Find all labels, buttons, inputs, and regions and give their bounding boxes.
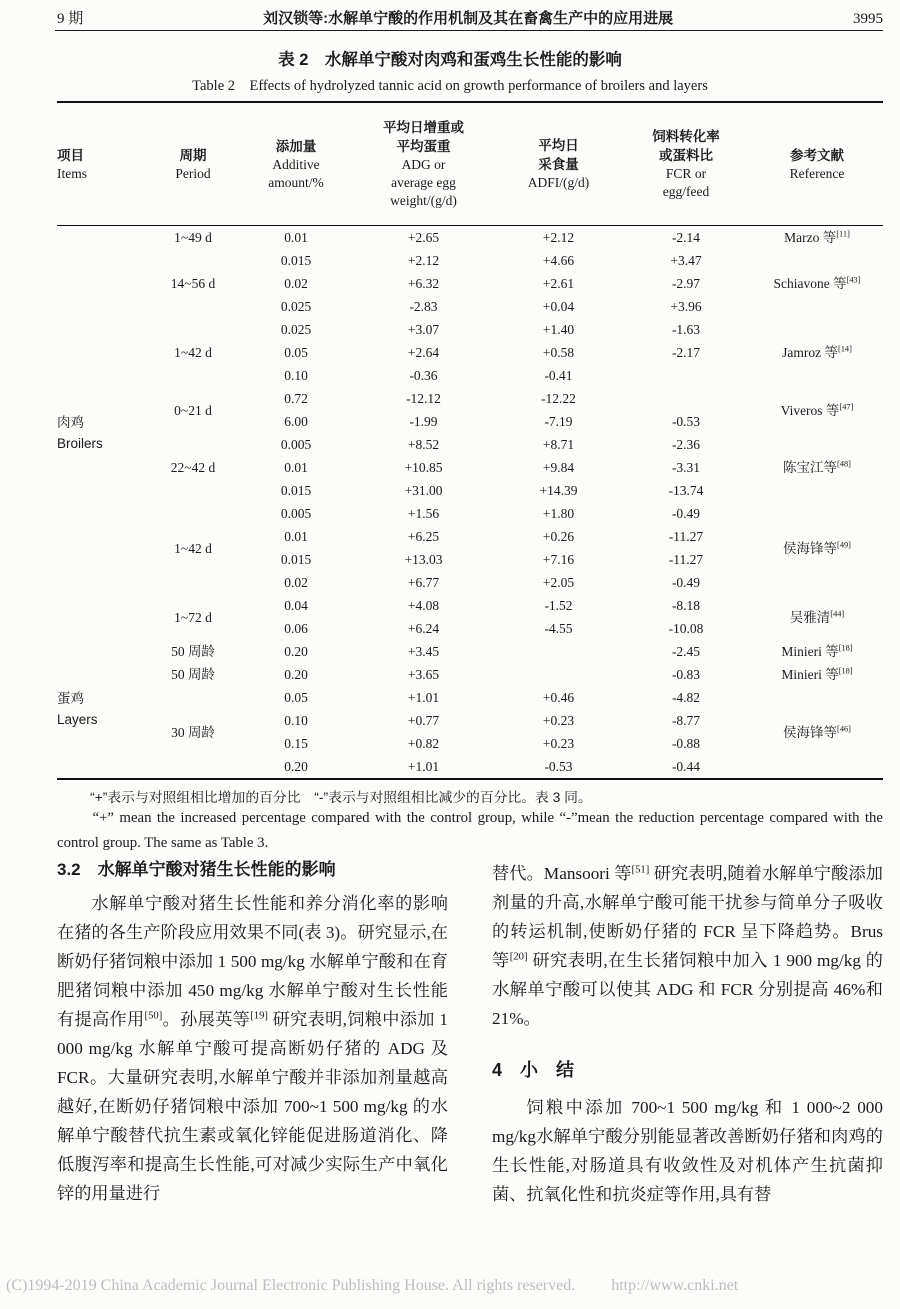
section-3-2-heading: 3.2 水解单宁酸对猪生长性能的影响: [57, 860, 336, 879]
table-row: [57, 364, 883, 387]
adg-cell: +2.64: [407, 345, 440, 360]
reference-cell: Marzo 等[11]: [784, 229, 850, 245]
reference-cell: Jamroz 等[14]: [782, 344, 852, 360]
reference-cell: [751, 433, 883, 456]
period-cell: 1~49 d: [174, 230, 212, 245]
table-row: [57, 456, 883, 479]
period-cell: 1~42 d: [174, 540, 212, 556]
adg-cell: -2.83: [409, 299, 438, 314]
additive-amount-cell: 0.015: [280, 483, 312, 498]
adg-cell: +31.00: [404, 483, 443, 498]
period-cell: 30 周龄: [171, 724, 215, 740]
fcr-cell: -0.83: [671, 667, 701, 682]
reference-cell: [751, 318, 883, 341]
column-header: 平均日 采食量 ADFI/(g/d): [496, 102, 621, 226]
period-cell: 1~72 d: [174, 609, 212, 625]
fcr-cell: -1.63: [671, 322, 701, 337]
adfi-cell: +2.61: [542, 276, 575, 291]
adfi-cell: +0.58: [542, 345, 575, 360]
additive-amount-cell: 0.01: [284, 460, 308, 475]
table-row: [57, 479, 883, 502]
column-header: 添加量 Additive amount/%: [241, 102, 351, 226]
table-row: [57, 433, 883, 456]
table-row: [57, 594, 883, 617]
table-row: [57, 341, 883, 364]
column-header: 项目 Items: [57, 102, 145, 226]
additive-amount-cell: 0.025: [280, 299, 312, 314]
period-cell: 0~21 d: [174, 402, 212, 418]
fcr-cell: -8.18: [671, 598, 701, 613]
additive-amount-cell: 0.15: [284, 736, 308, 751]
fcr-cell: -4.82: [671, 690, 701, 705]
adg-cell: -0.36: [409, 368, 438, 383]
additive-amount-cell: 0.72: [284, 391, 308, 406]
reference-cell: [751, 364, 883, 387]
additive-amount-cell: 0.01: [284, 230, 308, 245]
table-row: [57, 640, 883, 663]
reference-cell: Minieri 等[18]: [781, 643, 853, 659]
section-3-2-paragraph-continued: 替代。Mansoori 等[51] 研究表明,随着水解单宁酸添加剂量的升高,水解单宁酸可能干扰参与简单分子吸收的转运机制,使断奶仔猪的 FCR 呈下降趋势。Brus 等[20] 研究表明,在生长猪饲粮中加入 1 900 mg/kg 的水解单宁酸可以使其 ADG 和 FCR 分别提高 46%和 21%。: [492, 864, 883, 1028]
table-row: [57, 295, 883, 318]
adfi-cell: +1.40: [542, 322, 575, 337]
adg-cell: +3.65: [407, 667, 440, 682]
reference-cell: Schiavone 等[43]: [773, 275, 861, 291]
period-cell: [145, 502, 241, 525]
fcr-cell: -8.77: [671, 713, 701, 728]
additive-amount-cell: 0.10: [284, 713, 308, 728]
reference-cell: Viveros 等[47]: [780, 402, 854, 418]
adg-cell: +1.56: [407, 506, 440, 521]
adfi-cell: -7.19: [544, 414, 573, 429]
table-row: [57, 663, 883, 686]
adg-cell: +2.65: [407, 230, 440, 245]
fcr-cell: -2.36: [671, 437, 701, 452]
adfi-cell: -0.41: [544, 368, 573, 383]
additive-amount-cell: 0.025: [280, 322, 312, 337]
page-footer: [6, 1277, 894, 1295]
column-header: 周期 Period: [145, 102, 241, 226]
fcr-cell: -0.44: [671, 759, 701, 774]
table-row: [57, 686, 883, 709]
fcr-cell: -13.74: [668, 483, 704, 498]
section-4-paragraph: 饲粮中添加 700~1 500 mg/kg 和 1 000~2 000 mg/kg水解单宁酸分别能显著改善断奶仔猪和肉鸡的生长性能,对肠道具有收敛性及对机体产生抗菌抑菌、抗氧化性和抗炎症等作用,具有替: [492, 1098, 883, 1204]
fcr-cell: -11.27: [668, 529, 704, 544]
table-row: [57, 226, 883, 250]
adfi-cell: -1.52: [544, 598, 573, 613]
header-rule: [55, 30, 883, 31]
section-4-heading: 4 小 结: [492, 1060, 575, 1080]
adfi-cell: +7.16: [542, 552, 575, 567]
table-header-row: [57, 102, 883, 226]
adg-cell: +1.01: [407, 759, 440, 774]
text-column-right: [492, 855, 883, 1209]
reference-cell: 侯海锋等[46]: [783, 724, 851, 740]
running-title: 刘汉锁等:水解单宁酸的作用机制及其在畜禽生产中的应用进展: [263, 10, 674, 27]
adg-cell: +2.12: [407, 253, 440, 268]
adfi-cell: [496, 663, 621, 686]
period-cell: 50 周龄: [171, 644, 215, 659]
additive-amount-cell: 0.20: [284, 759, 308, 774]
table-note-zh: “+”表示与对照组相比增加的百分比 “-”表示与对照组相比减少的百分比。表 3 同。: [90, 790, 592, 805]
additive-amount-cell: 0.005: [280, 506, 312, 521]
additive-amount-cell: 0.20: [284, 644, 308, 659]
adfi-cell: [496, 640, 621, 663]
adfi-cell: +0.23: [542, 713, 575, 728]
adg-cell: +10.85: [404, 460, 443, 475]
text-column-left: [57, 855, 448, 1208]
reference-cell: [751, 249, 883, 272]
fcr-cell: +3.47: [670, 253, 702, 268]
table-row: [57, 502, 883, 525]
period-cell: 1~42 d: [174, 345, 212, 360]
fcr-cell: -0.88: [671, 736, 701, 751]
additive-amount-cell: 0.01: [284, 529, 308, 544]
period-cell: [145, 433, 241, 456]
reference-cell: [751, 479, 883, 502]
cnki-url: http://www.cnki.net: [611, 1277, 739, 1294]
table-row: [57, 272, 883, 295]
reference-cell: 吴雅清[44]: [789, 609, 845, 625]
period-cell: 50 周龄: [171, 667, 215, 682]
adfi-cell: +4.66: [542, 253, 575, 268]
column-header: 参考文献 Reference: [751, 102, 883, 226]
item-group-cell: 蛋鸡 Layers: [57, 691, 98, 727]
page-header: [57, 7, 883, 28]
growth-performance-table: [57, 101, 883, 780]
table-row: [57, 571, 883, 594]
table-body: [57, 226, 883, 780]
period-cell: [145, 295, 241, 318]
fcr-cell: [621, 364, 751, 387]
additive-amount-cell: 0.20: [284, 667, 308, 682]
reference-cell: 陈宝江等[48]: [783, 459, 851, 475]
adfi-cell: +8.71: [542, 437, 575, 452]
adg-cell: +8.52: [407, 437, 440, 452]
adg-cell: +4.08: [407, 598, 440, 613]
table-row: [57, 387, 883, 410]
adfi-cell: +0.23: [542, 736, 575, 751]
reference-cell: Minieri 等[18]: [781, 666, 853, 682]
period-cell: [145, 479, 241, 502]
reference-cell: [751, 502, 883, 525]
adfi-cell: +9.84: [542, 460, 575, 475]
additive-amount-cell: 0.05: [284, 690, 308, 705]
adfi-cell: +0.26: [542, 529, 575, 544]
fcr-cell: -2.45: [671, 644, 701, 659]
additive-amount-cell: 0.04: [284, 598, 308, 613]
table-title-en: Table 2 Effects of hydrolyzed tannic acid on growth performance of broilers and layers: [192, 78, 708, 94]
period-cell: 14~56 d: [170, 276, 216, 291]
table-note-en: “+” mean the increased percentage compared with the control group, while “-”mean the reduction percentage compared with the control group. The same as Table 3.: [57, 810, 883, 851]
reference-cell: 侯海锋等[49]: [783, 540, 851, 556]
adg-cell: +6.32: [407, 276, 440, 291]
reference-cell: [751, 571, 883, 594]
additive-amount-cell: 0.015: [280, 552, 312, 567]
table-row: [57, 249, 883, 272]
fcr-cell: +3.96: [670, 299, 702, 314]
additive-amount-cell: 0.05: [284, 345, 308, 360]
fcr-cell: -2.97: [671, 276, 701, 291]
period-cell: 22~42 d: [170, 460, 216, 475]
fcr-cell: -0.49: [671, 575, 701, 590]
adg-cell: -1.99: [409, 414, 438, 429]
adfi-cell: +14.39: [539, 483, 578, 498]
period-cell: [145, 249, 241, 272]
table-title-zh: 表 2 水解单宁酸对肉鸡和蛋鸡生长性能的影响: [278, 51, 622, 69]
adfi-cell: -12.22: [541, 391, 576, 406]
fcr-cell: -2.14: [671, 230, 701, 245]
additive-amount-cell: 0.02: [284, 276, 308, 291]
fcr-cell: [621, 387, 751, 410]
fcr-cell: -0.49: [671, 506, 701, 521]
column-header: 饲料转化率 或蛋料比 FCR or egg/feed: [621, 102, 751, 226]
adg-cell: +0.82: [407, 736, 440, 751]
period-cell: [145, 364, 241, 387]
adfi-cell: -0.53: [544, 759, 573, 774]
adfi-cell: +0.04: [542, 299, 575, 314]
section-3-2-paragraph: 水解单宁酸对猪生长性能和养分消化率的影响在猪的各生产阶段应用效果不同(表 3)。研究显示,在断奶仔猪饲粮中添加 1 500 mg/kg 水解单宁酸和在育肥猪饲粮中添加 450 mg/kg 水解单宁酸对生长性能有提高作用[50]。孙展英等[19] 研究表明,饲粮中添加 1 000 mg/kg 水解单宁酸可提高断奶仔猪的 ADG 及 FCR。大量研究表明,水解单宁酸并非添加剂量越高越好,在断奶仔猪饲粮中添加 700~1 500 mg/kg 的水解单宁酸替代抗生素或氧化锌能促进肠道消化、降低腹泻率和提高生长性能,可对减少实际生产中氧化锌的用量进行: [57, 894, 448, 1203]
adg-cell: +6.77: [407, 575, 440, 590]
period-cell: [145, 318, 241, 341]
additive-amount-cell: 0.06: [284, 621, 308, 636]
adfi-cell: +1.80: [542, 506, 575, 521]
adfi-cell: +2.05: [542, 575, 575, 590]
adg-cell: +0.77: [407, 713, 440, 728]
adg-cell: +1.01: [407, 690, 440, 705]
reference-cell: [751, 295, 883, 318]
item-group-cell: 肉鸡 Broilers: [57, 415, 103, 451]
additive-amount-cell: 0.02: [284, 575, 308, 590]
fcr-cell: -11.27: [668, 552, 704, 567]
copyright-text: (C)1994-2019 China Academic Journal Electronic Publishing House. All rights reserved.: [6, 1277, 576, 1294]
additive-amount-cell: 6.00: [284, 414, 308, 429]
fcr-cell: -2.17: [671, 345, 701, 360]
adfi-cell: +0.46: [542, 690, 575, 705]
table-row: [57, 318, 883, 341]
table-row: [57, 525, 883, 548]
additive-amount-cell: 0.015: [280, 253, 312, 268]
adg-cell: +3.45: [407, 644, 440, 659]
adfi-cell: -4.55: [544, 621, 573, 636]
fcr-cell: -10.08: [668, 621, 704, 636]
issue-number: 9 期: [57, 11, 84, 27]
fcr-cell: -3.31: [671, 460, 701, 475]
adg-cell: +6.24: [407, 621, 440, 636]
additive-amount-cell: 0.10: [284, 368, 308, 383]
period-cell: [145, 571, 241, 594]
page-number: 3995: [852, 11, 883, 27]
adg-cell: +3.07: [407, 322, 440, 337]
column-header: 平均日增重或 平均蛋重 ADG or average egg weight/(g/d): [351, 102, 496, 226]
additive-amount-cell: 0.005: [280, 437, 312, 452]
adg-cell: -12.12: [406, 391, 441, 406]
adg-cell: +13.03: [404, 552, 443, 567]
adg-cell: +6.25: [407, 529, 440, 544]
fcr-cell: -0.53: [671, 414, 701, 429]
adfi-cell: +2.12: [542, 230, 575, 245]
